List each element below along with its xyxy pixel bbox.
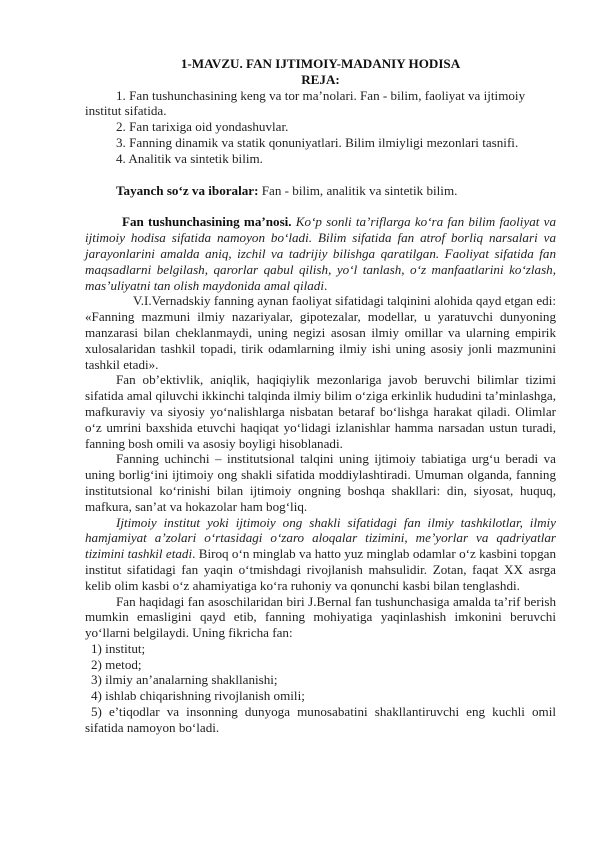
- paragraph-2: V.I.Vernadskiy fanning aynan faoliyat sifatidagi talqinini alohida qayd etgan edi: «Fanning mazmuni ilmiy nazariyalar, gipotezalar, modellar, u yaratuvchi dunyoning manzarasi bilan cheklanmaydi, uning negizi asosan ilmiy omillar va ularning empirik xulosalaridan tashkil topadi, tirik odamlarning ilmiy ishi uning asosiy jonli mazmunini tashkil etadi».: [85, 293, 556, 372]
- keywords-label: Tayanch so‘z va iboralar:: [116, 182, 259, 198]
- keywords-line: [85, 183, 556, 199]
- paragraph-1-end: .: [323, 277, 328, 293]
- page-title: 1-MAVZU. FAN IJTIMOIY-MADANIY HODISA: [180, 56, 461, 71]
- paragraph-1: [85, 214, 556, 293]
- paragraph-5-italic: Ijtimoiy institut yoki ijtimoiy ong shakli sifatidagi fan ilmiy tashkilotlar, ilmiy hamjamiyat a’zolari o‘rtasidagi o‘zaro aloqalar tizimini, me’yorlar va qadriyatlar tizimini tashkil etadi: [85, 514, 556, 562]
- bernal-list: [85, 641, 556, 736]
- section-heading: Fan tushunchasining ma’nosi.: [122, 214, 292, 230]
- plan-heading: REJA:: [301, 71, 340, 87]
- list-item: 3) ilmiy an’analarning shakllanishi;: [91, 672, 278, 688]
- list-item: 2) metod;: [91, 656, 142, 672]
- keywords-text: Fan - bilim, analitik va sintetik bilim.: [258, 182, 458, 198]
- plan-item: 2. Fan tarixiga oid yondashuvlar.: [116, 119, 289, 135]
- list-item: 1) institut;: [91, 640, 146, 656]
- plan-item: 3. Fanning dinamik va statik qonuniyatlari. Bilim ilmiyligi mezonlari tasnifi.: [116, 134, 519, 150]
- paragraph-5: [85, 515, 556, 594]
- plan-list: [85, 88, 556, 167]
- spacer: [85, 198, 556, 214]
- paragraph-5-rest: . Biroq o‘n minglab va hatto yuz minglab odamlar o‘z kasbini topgan institut sifatidagi fan yaqin o‘tmishdagi rivojlanish mahsulidir. Zotan, faqat XX asrga kelib olim kasbi o‘z ahamiyatiga ko‘ra ruhoniy va qonunchi kasbi bilan tenglashdi.: [85, 546, 556, 593]
- spacer: [85, 167, 556, 183]
- plan-item: 4. Analitik va sintetik bilim.: [116, 150, 263, 166]
- paragraph-4: Fanning uchinchi – institutsional talqini uning ijtimoiy tabiatiga urg‘u beradi va uning borlig‘ini ijtimoiy ong shakli sifatida moddiylashtiradi. Umuman olganda, fanning institutsional ko‘rinishi bilan ijtimoiy ongning boshqa shakllari: din, siyosat, huquq, mafkura, san’at va hokazolar ham bog‘liq.: [85, 451, 556, 514]
- plan-item: 1. Fan tushunchasining keng va tor ma’nolari. Fan - bilim, faoliyat va ijtimoiy institut sifatida.: [85, 87, 526, 119]
- list-item: 5) e’tiqodlar va insonning dunyoga munosabatini shakllantiruvchi eng kuchli omil sifatida namoyon bo‘ladi.: [85, 704, 556, 735]
- list-item: 4) ishlab chiqarishning rivojlanish omili;: [91, 688, 305, 704]
- paragraph-3: Fan ob’ektivlik, aniqlik, haqiqiylik mezonlariga javob beruvchi bilimlar tizimi sifatida amal qiluvchi ikkinchi talqinda ilmiy bilim o‘ziga erkinlik hududini ta’minlashga, mafkuraviy va siyosiy yo‘nalishlarga nisbatan betaraf bo‘lishga harakat qiladi. Olimlar o‘z umrini baxshida etuvchi haqiqat yo‘lidagi izlanishlar hamma narsadan ustun turadi, fanning bosh omili va asosiy boyligi hisoblanadi.: [85, 372, 556, 451]
- paragraph-1-italic: Ko‘p sonli ta’riflarga ko‘ra fan bilim faoliyat va ijtimoiy hodisa sifatida namoyon bo‘ladi. Bilim sifatida fan atrof borliq narsalari va jarayonlarini amalda aniq, izchil va tadrijiy bilishga qaratilgan. Faoliyat sifatida fan maqsadlarni belgilash, qarorlar qabul qilish, yo‘l tanlash, o‘z manfaatlarini ko‘zlash, mas’uliyatni tan olish maydonida amal qiladi: [85, 214, 556, 293]
- paragraph-6: Fan haqidagi fan asoschilaridan biri J.Bernal fan tushunchasiga amalda ta’rif berish mumkin emasligini qayd etib, fanning mohiyatiga yaqinlashish imkonini beruvchi yo‘llarni belgilaydi. Uning fikricha fan:: [85, 593, 556, 641]
